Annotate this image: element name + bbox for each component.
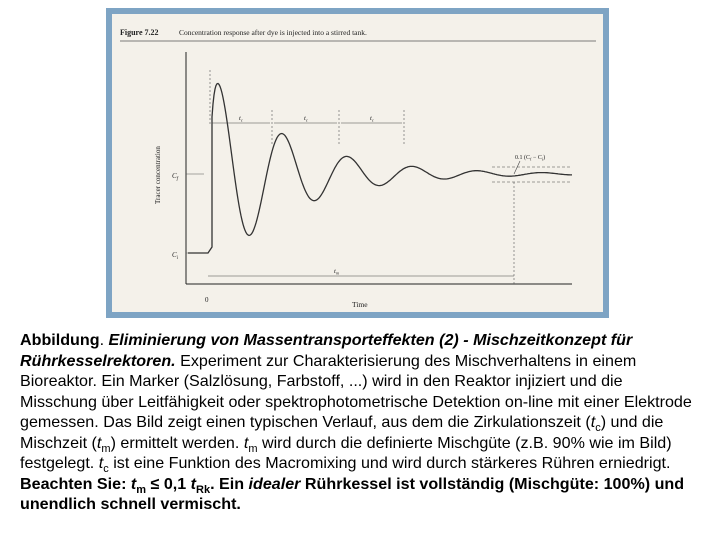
- caption-tc-t: t: [590, 413, 596, 431]
- band-pointer: [514, 161, 520, 174]
- caption-note-t2: t: [190, 474, 197, 493]
- figure-title: Concentration response after dye is injected into a stirred tank.: [179, 28, 367, 37]
- figure-frame: [106, 8, 609, 318]
- ci-label: $C_i$: [172, 251, 179, 261]
- caption-tm-sub: m: [101, 442, 111, 455]
- figure-number: Figure 7.22: [120, 28, 159, 37]
- caption-tc2-sub: c: [103, 463, 109, 476]
- caption-tm2-sub: m: [248, 442, 258, 455]
- tm-label: $t_m$: [334, 268, 340, 276]
- tc-label-3: $t_c$: [370, 115, 374, 123]
- caption-tm2-t: t: [243, 433, 249, 452]
- caption-body-2: ) und die Mischzeit (: [20, 413, 664, 452]
- caption-note-c: . Ein: [210, 474, 249, 493]
- caption-note-rk: Rk: [196, 483, 211, 496]
- cf-label: $C_f$: [172, 172, 179, 182]
- caption-lead: Abbildung: [20, 331, 100, 349]
- caption-note-d: Rührkessel ist vollständig (Mischgüte: 100%) und unendlich schnell vermischt.: [20, 474, 685, 513]
- caption-body-5: ist eine Funktion des Macromixing und wird durch stärkeres Rühren erniedrigt.: [108, 454, 671, 472]
- caption-tm-t: t: [96, 433, 102, 452]
- caption-title: Eliminierung von Massentransporteffekten (2) - Mischzeitkonzept für Rührkesselrektoren.: [20, 331, 633, 370]
- caption-tc-sub: c: [595, 422, 601, 435]
- caption-note-b: ≤ 0,1: [146, 474, 191, 493]
- concentration-response-plot: [112, 14, 603, 312]
- concentration-curve: [188, 84, 572, 254]
- band-label: 0.1 $(C_f - C_i)$: [515, 155, 546, 162]
- caption-body-3: ) ermittelt werden.: [110, 433, 244, 452]
- figure-scan: [112, 14, 603, 312]
- caption-body-1: Experiment zur Charakterisierung des Mischverhaltens in einem Bioreaktor. Ein Marker (Salzlösung, Farbstoff, ...) wird in den Reaktor injiziert und die Misschung über Leitfähigkeit oder spektrophotometrische Detektion on-line mit einer Elektrode gemessen. Das Bild zeigt einen typischen Verlauf, aus dem die Zirkulationszeit (: [20, 351, 692, 431]
- caption-note-a: Beachten Sie:: [20, 474, 131, 493]
- caption-tc2-t: t: [98, 454, 104, 472]
- caption-paragraph: [20, 330, 700, 515]
- caption-body-4: wird durch die definierte Mischgüte (z.B. 90% wie im Bild) festgelegt.: [20, 433, 672, 472]
- tc-label-1: $t_c$: [239, 115, 243, 123]
- caption-note-t: t: [130, 474, 137, 493]
- caption-lead-punct: .: [99, 331, 109, 349]
- y-axis-label: Tracer concentration: [154, 146, 162, 204]
- caption-note-m: m: [136, 483, 147, 496]
- tc-label-2: $t_c$: [304, 115, 308, 123]
- figure-caption: [20, 330, 700, 515]
- x-origin-label: 0: [205, 296, 209, 304]
- caption-note-ideal: idealer: [248, 474, 301, 493]
- x-axis-label: Time: [352, 300, 368, 309]
